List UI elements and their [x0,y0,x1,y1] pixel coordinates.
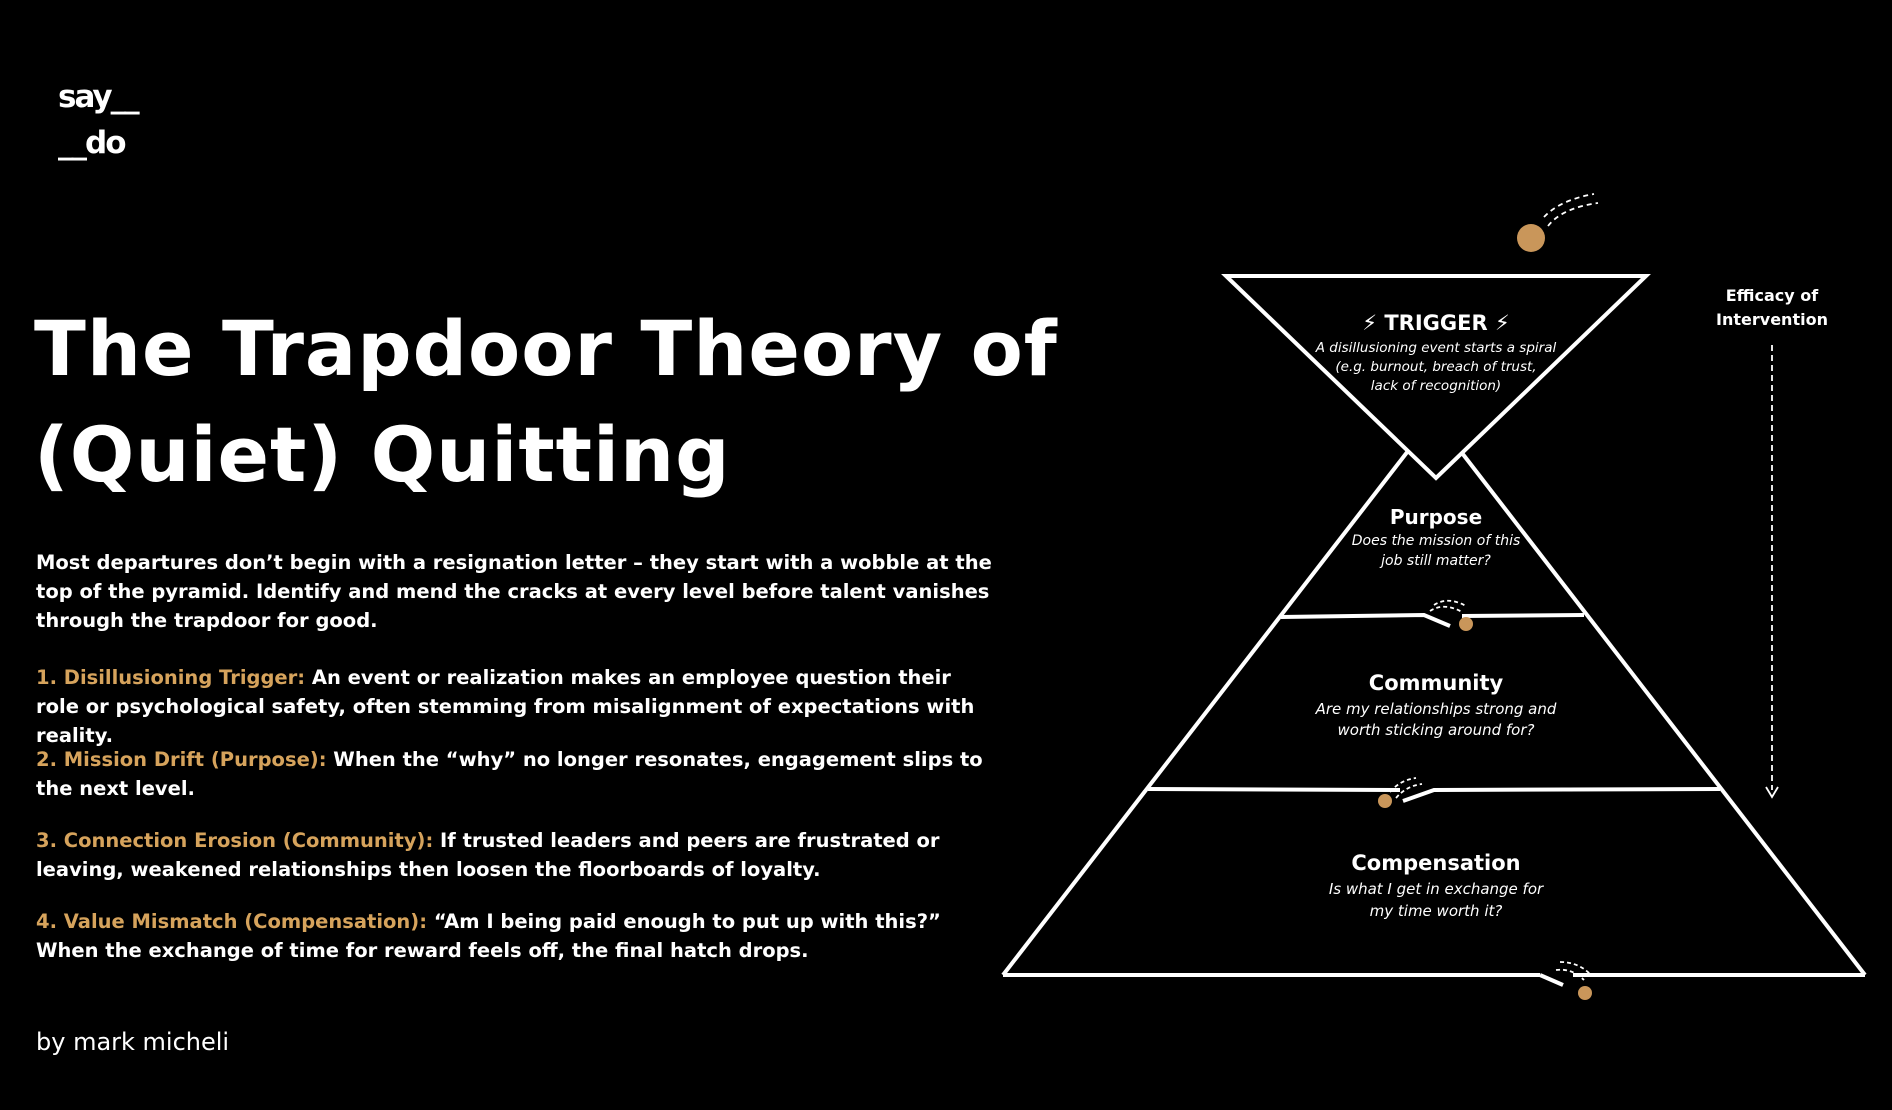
title-line-2: (Quiet) Quitting [34,410,731,499]
trigger-title: ⚡ TRIGGER ⚡ [1362,311,1510,335]
byline: by mark micheli [36,1028,230,1056]
community-description-line-2: worth sticking around for? [1337,721,1535,739]
trapdoor-divider-1 [1281,601,1584,631]
trigger-triangle [1226,276,1646,478]
trapdoor-divider-2 [1148,778,1720,808]
item-text: An event or realization makes an employee question their role or psychological safety, often stemming from misalignment of expectations with reality. [36,666,975,747]
purpose-description-line-2: job still matter? [1381,553,1491,569]
efficacy-arrow [1766,345,1778,797]
item-text: When the “why” no longer resonates, engagement slips to the next level. [36,748,983,800]
intro-paragraph: Most departures don’t begin with a resignation letter – they start with a wobble at the top of the pyramid. Identify and mend the cracks at every level before talent vanishes through the trapdoor for good. [36,551,992,632]
trigger-description-line-1: A disillusioning event starts a spiral [1315,340,1557,356]
community-description-line-1: Are my relationships strong and [1315,700,1557,718]
falling-ball-top [1517,194,1598,252]
item-text: If trusted leaders and peers are frustrated or leaving, weakened relationships then loosen the floorboards of loyalty. [36,829,940,881]
title-line-1: The Trapdoor Theory of [34,304,1058,393]
trigger-description-line-2: (e.g. burnout, breach of trust, [1335,359,1537,375]
trapdoor-base [1003,962,1865,1000]
item-label: 1. Disillusioning Trigger: [36,666,306,689]
compensation-description-line-2: my time worth it? [1369,902,1503,920]
logo-line-2: __do [58,125,125,161]
efficacy-label-line-2: Intervention [1716,310,1828,329]
purpose-title: Purpose [1389,505,1483,529]
compensation-description-line-1: Is what I get in exchange for [1328,880,1544,898]
purpose-description-line-1: Does the mission of this [1351,533,1521,549]
logo-line-1: say__ [58,79,138,115]
item-text: “Am I being paid enough to put up with this?” When the exchange of time for reward feels off, the final hatch drops. [36,910,941,962]
item-label: 3. Connection Erosion (Community): [36,829,434,852]
item-label: 2. Mission Drift (Purpose): [36,748,327,771]
efficacy-label-line-1: Efficacy of [1725,286,1819,305]
compensation-title: Compensation [1351,851,1521,875]
item-label: 4. Value Mismatch (Compensation): [36,910,428,933]
trigger-description-line-3: lack of recognition) [1370,378,1502,394]
community-title: Community [1368,671,1504,695]
